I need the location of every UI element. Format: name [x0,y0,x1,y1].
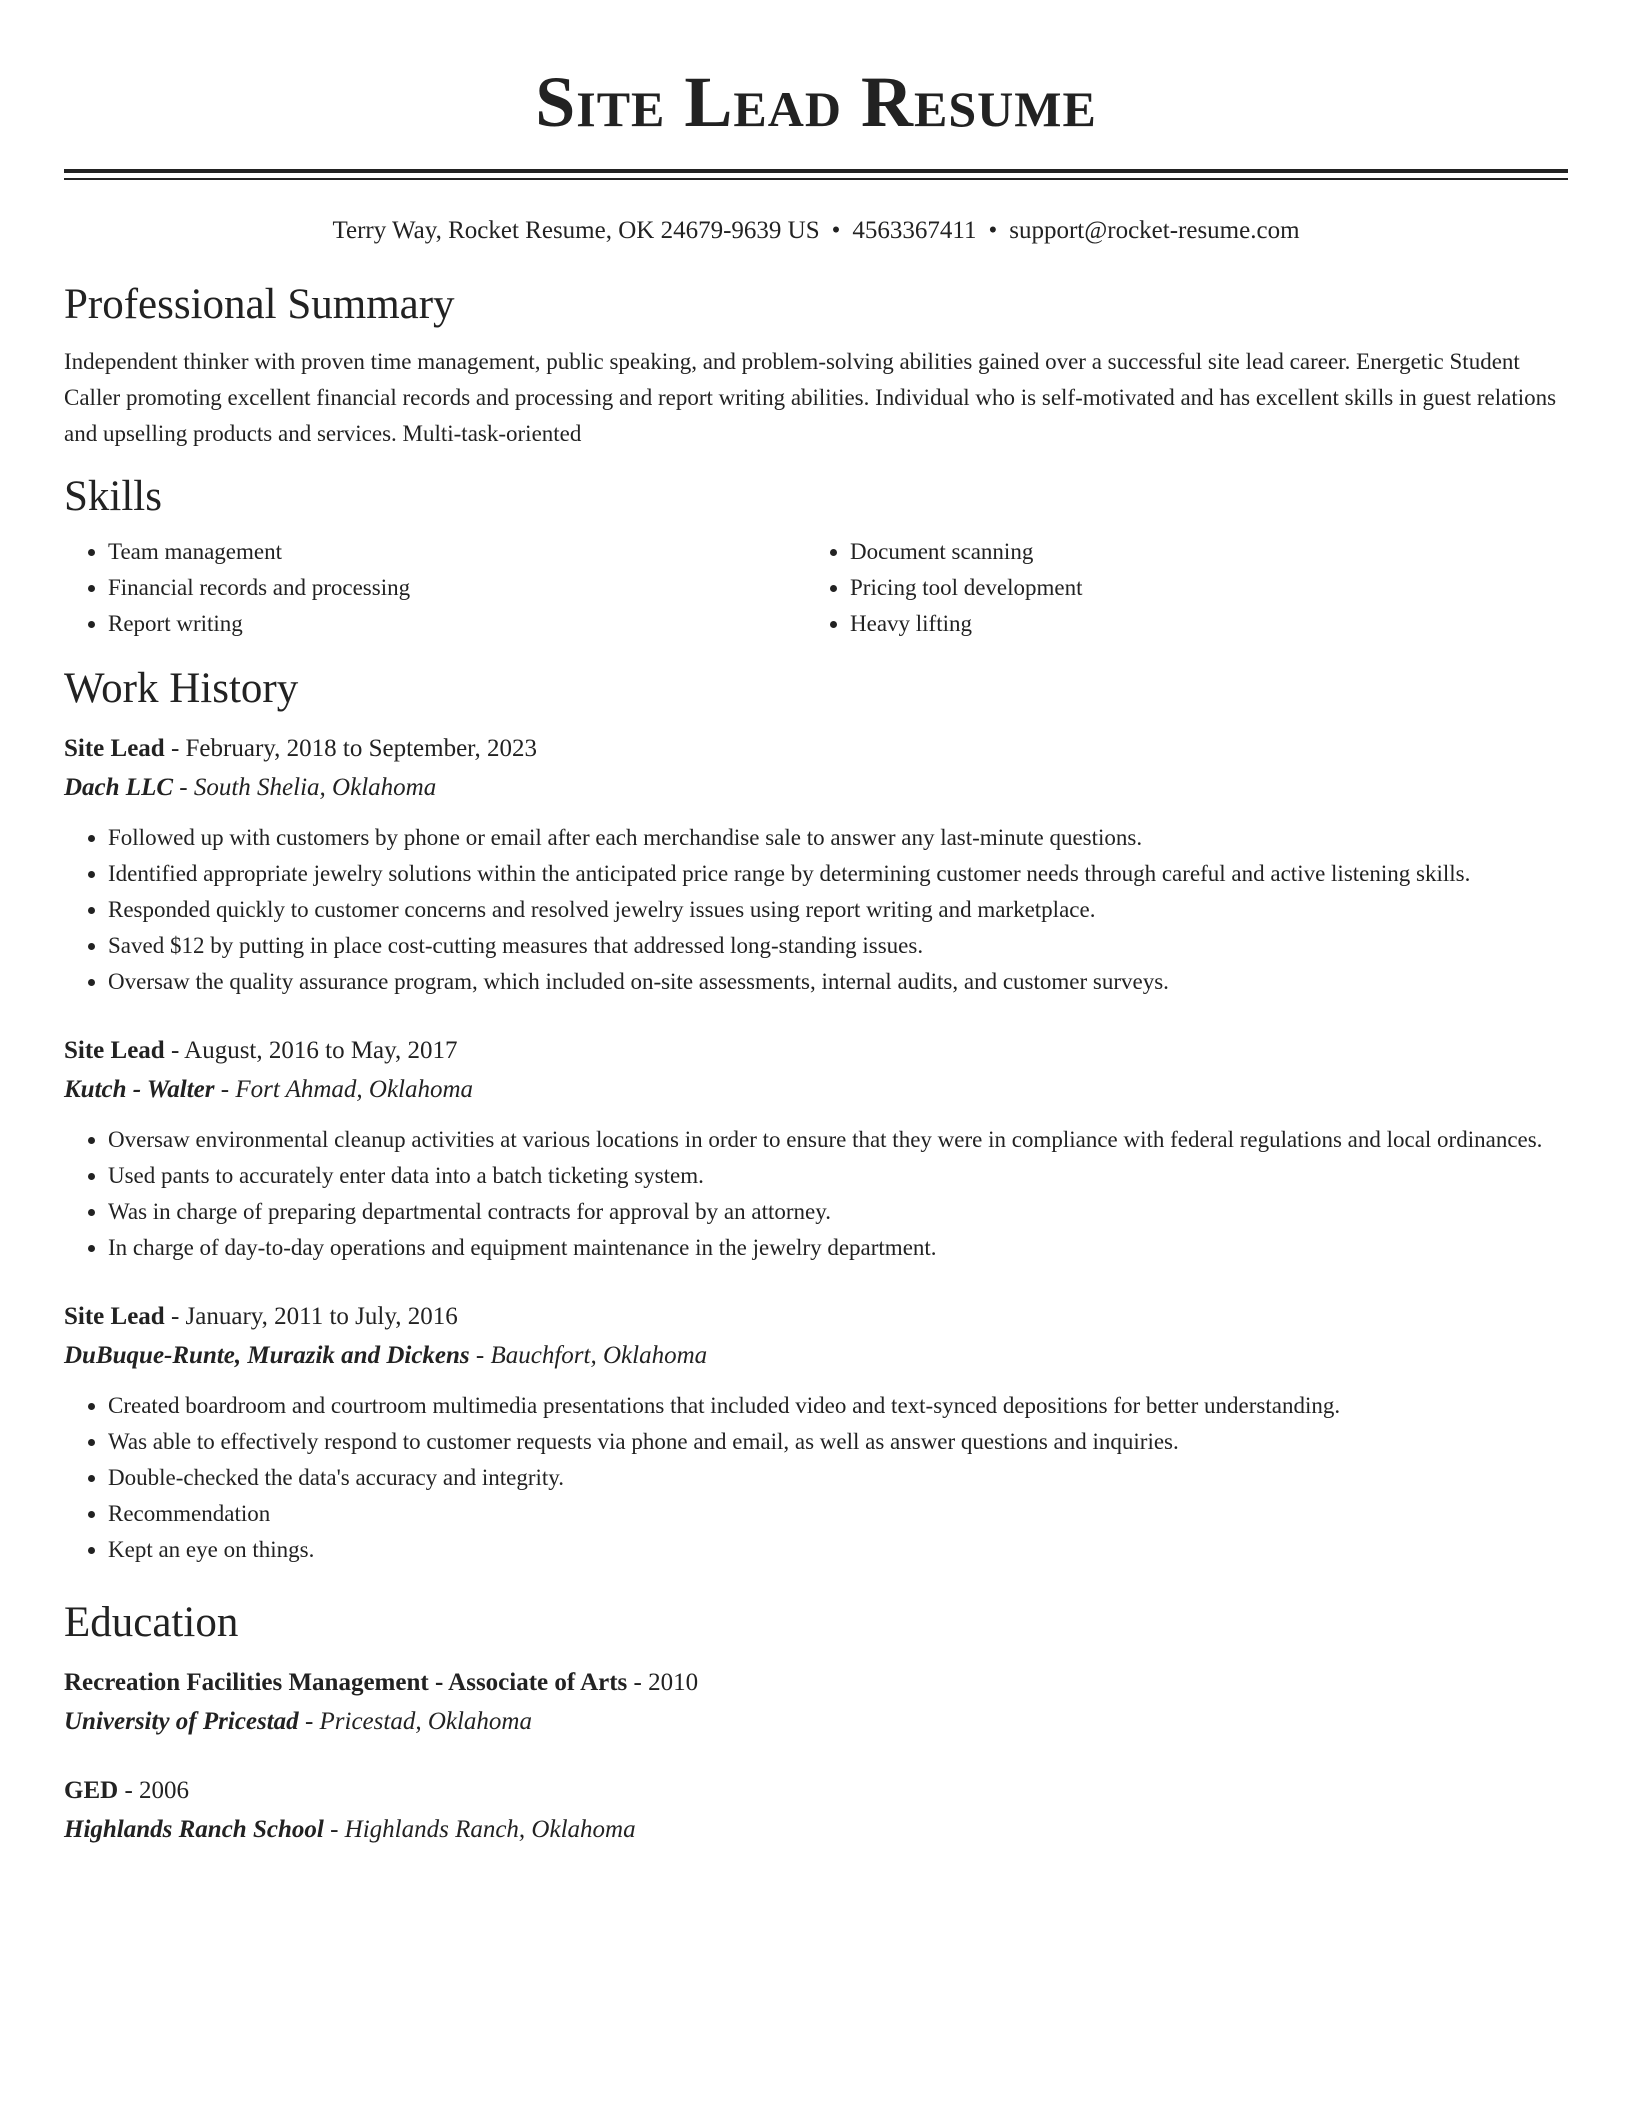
skill-item: • Heavy lifting [850,606,1548,642]
skills-heading: Skills [64,473,162,520]
job-duties-list [64,820,1568,1000]
summary-heading: Professional Summary [64,281,455,328]
job-entry [64,1032,1568,1266]
job-duty: • Responded quickly to customer concerns and resolved jewelry issues using report writing and marketplace. [108,892,1568,928]
education-degree: GED [64,1777,119,1804]
summary-section [64,278,1568,452]
skills-grid [64,534,1568,642]
skills-section [64,470,1568,642]
page-title: Site Lead Resume [535,62,1097,142]
job-duty: • Recommendation [108,1496,1568,1532]
job-duty: • Followed up with customers by phone or email after each merchandise sale to answer any last-minute questions. [108,820,1568,856]
education-entry [64,1772,1568,1850]
job-dates: - January, 2011 to July, 2016 [164,1303,458,1330]
job-duty: • Created boardroom and courtroom multimedia presentations that included video and text-synced depositions for better understanding. [108,1388,1568,1424]
summary-text: Independent thinker with proven time management, public speaking, and problem-solving abilities gained over a successful site lead career. Energetic Student Caller promoting excellent financial records and processing and report writing abilities. Individual who is self-motivated and has excellent skills in guest relations and upselling products and services. Multi-task-oriented [64,349,1557,446]
title-divider-thin [64,178,1568,180]
skill-item: • Report writing [108,606,806,642]
education-institution [64,1810,1568,1850]
education-section [64,1596,1568,1850]
contact-address: Terry Way, Rocket Resume, OK 24679-9639 US [332,217,820,244]
skills-list-right [806,534,1548,642]
job-duty: • Oversaw environmental cleanup activities at various locations in order to ensure that they were in compliance with federal regulations and local ordinances. [108,1122,1568,1158]
job-employer [64,1336,1568,1376]
job-role: Site Lead [64,1303,165,1330]
job-duty: • Kept an eye on things. [108,1532,1568,1568]
contact-line [64,214,1568,248]
job-employer [64,1070,1568,1110]
job-header [64,1032,1568,1070]
job-employer [64,768,1568,808]
skill-item: • Financial records and processing [108,570,806,606]
job-company: Kutch - Walter [64,1076,215,1103]
job-role: Site Lead [64,1037,165,1064]
education-school: University of Pricestad [64,1708,299,1735]
education-location: - Pricestad, Oklahoma [298,1708,532,1735]
contact-phone: 4563367411 [852,217,977,244]
job-duty: • Was able to effectively respond to customer requests via phone and email, as well as answer questions and inquiries. [108,1424,1568,1460]
job-entry [64,1298,1568,1568]
education-year: - 2010 [627,1669,699,1696]
skill-item: • Document scanning [850,534,1548,570]
job-company: Dach LLC [64,774,174,801]
job-location: - Fort Ahmad, Oklahoma [214,1076,474,1103]
job-duty: • Double-checked the data's accuracy and integrity. [108,1460,1568,1496]
education-school: Highlands Ranch School [64,1816,324,1843]
contact-email: support@rocket-resume.com [1009,217,1300,244]
job-header [64,1298,1568,1336]
job-duty: • In charge of day-to-day operations and equipment maintenance in the jewelry department. [108,1230,1568,1266]
job-entry [64,730,1568,1000]
job-role: Site Lead [64,735,165,762]
job-dates: - February, 2018 to September, 2023 [164,735,538,762]
education-entry [64,1664,1568,1742]
work-history-heading: Work History [64,665,299,712]
contact-separator: • [831,217,841,244]
job-location: - South Shelia, Oklahoma [173,774,437,801]
education-header [64,1772,1568,1810]
job-location: - Bauchfort, Oklahoma [469,1342,708,1369]
job-header [64,730,1568,768]
title-divider-thick [64,169,1568,173]
skill-item: • Pricing tool development [850,570,1548,606]
job-duty: • Was in charge of preparing departmental contracts for approval by an attorney. [108,1194,1568,1230]
job-duty: • Used pants to accurately enter data into a batch ticketing system. [108,1158,1568,1194]
contact-separator: • [988,217,998,244]
skill-item: • Team management [108,534,806,570]
education-year: - 2006 [118,1777,190,1804]
job-dates: - August, 2016 to May, 2017 [164,1037,458,1064]
job-duties-list [64,1122,1568,1266]
work-history-section [64,662,1568,1568]
job-duty: • Oversaw the quality assurance program, which included on-site assessments, internal audits, and customer surveys. [108,964,1568,1000]
education-heading: Education [64,1599,239,1646]
job-duty: • Saved $12 by putting in place cost-cutting measures that addressed long-standing issues. [108,928,1568,964]
education-location: - Highlands Ranch, Oklahoma [323,1816,636,1843]
education-degree: Recreation Facilities Management - Associate of Arts [64,1669,628,1696]
job-duty: • Identified appropriate jewelry solutions within the anticipated price range by determining customer needs through careful and active listening skills. [108,856,1568,892]
education-institution [64,1702,1568,1742]
job-company: DuBuque-Runte, Murazik and Dickens [64,1342,470,1369]
education-header [64,1664,1568,1702]
skills-list-left [64,534,806,642]
job-duties-list [64,1388,1568,1568]
